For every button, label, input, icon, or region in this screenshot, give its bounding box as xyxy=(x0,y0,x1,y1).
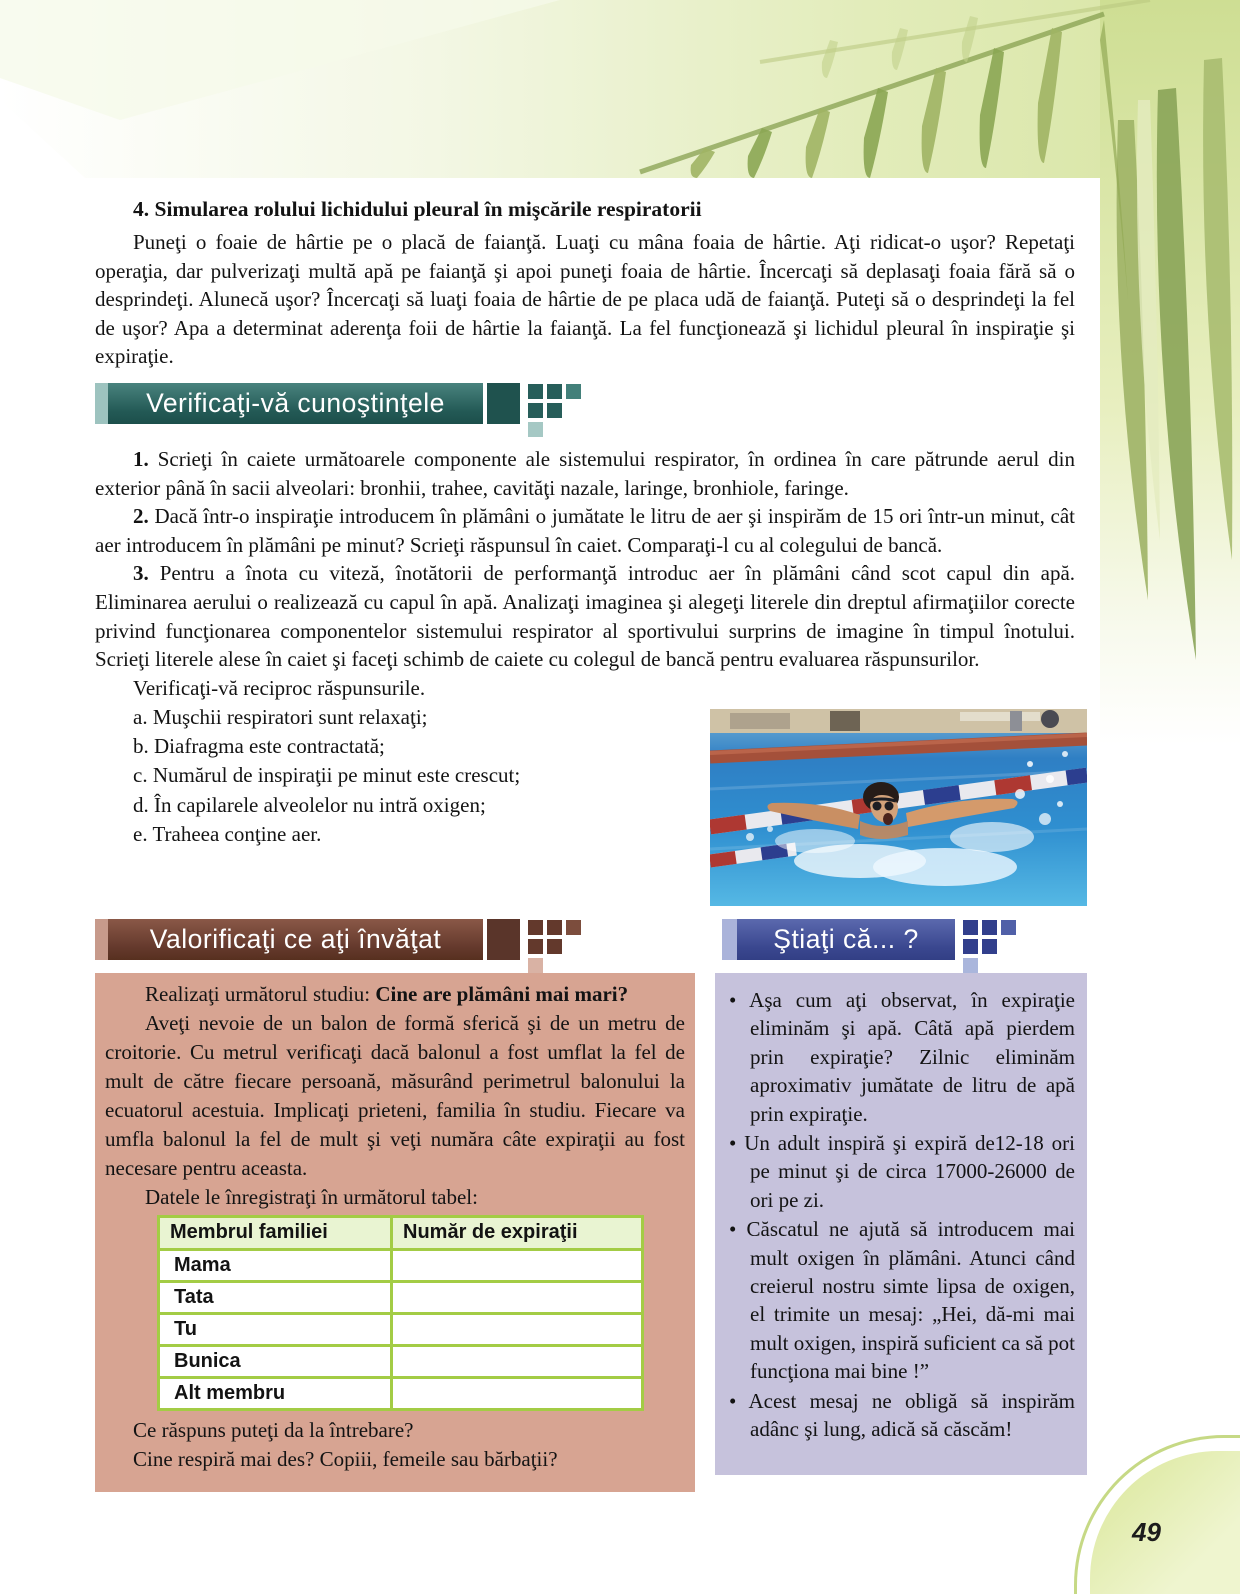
swimmer-photo xyxy=(710,709,1087,906)
table-header-row xyxy=(159,1217,643,1250)
study-intro: Realizaţi următorul studiu: Cine are plămâni mai mari? xyxy=(145,982,629,1006)
empty-cell xyxy=(392,1250,643,1282)
family-table xyxy=(157,1215,644,1411)
pixel-squares-decoration xyxy=(528,384,543,399)
table-row: Mama xyxy=(159,1250,643,1282)
experiment-paragraph: Puneţi o foaie de hârtie pe o placă de faianţă. Luaţi cu mâna foaia de hârtie. Aţi ridicat-o uşor? Repetaţi operaţia, dar pulverizaţi multă apă pe faianţă şi apoi puneţi foaia de hârtie. Încercaţi să deplasaţi foaia fără să o desprindeţi. Alunecă uşor? Încercaţi să luaţi foaia de hârtie de pe placa udă de faianţă. Puteţi să o desprindeţi la fel de uşor? Apa a determinat aderenţa foii de hârtie la faianţă. La fel funcţionează şi lichidul pleural în inspiraţie şi expiraţie. xyxy=(95,230,1075,369)
exercise-number: 1. xyxy=(133,446,149,471)
study-question-1: Ce răspuns puteţi da la întrebare? xyxy=(133,1418,414,1442)
study-box xyxy=(95,973,695,1492)
exercises-section xyxy=(95,445,1075,674)
exercise-number: 3. xyxy=(133,561,149,586)
table-header-member: Membrul familiei xyxy=(159,1217,392,1250)
bullet-item: • Un adult inspiră şi expiră de12-18 ori pe minut şi de circa 17000-26000 de ori pe zi. xyxy=(729,1129,1075,1214)
table-row: Tata xyxy=(159,1282,643,1314)
pixel-squares-decoration xyxy=(528,920,543,935)
banner-label-didyouknow: Ştiaţi că... ? xyxy=(773,924,919,954)
bullet-item: • Aşa cum aţi observat, în expiraţie eliminăm şi apă. Câtă apă pierdem prin expiraţie? Zilnic eliminăm aproximativ jumătate de litru de apă prin expiraţie. xyxy=(729,986,1075,1128)
page-number: 49 xyxy=(1132,1517,1161,1547)
banner-label-verify: Verificaţi-vă cunoştinţele xyxy=(146,387,445,418)
exercise-number: 2. xyxy=(133,504,149,529)
bullet-item: • Acest mesaj ne obligă să inspirăm adânc şi lung, adică să căscăm! xyxy=(729,1387,1075,1444)
swimmer-photo-art xyxy=(710,709,1087,906)
study-question-bold: Cine are plămâni mai mari? xyxy=(375,982,629,1006)
option-e: e. Traheea conţine aer. xyxy=(133,821,322,846)
study-body: Aveţi nevoie de un balon de formă sferică şi de un metru de croitorie. Cu metrul verificaţi dacă balonul a fost umflat la fel de mult de către fiecare persoană, măsurând perimetrul balonului la ecuatorul acestuia. Implicaţi prieteni, familia în studiu. Fiecare va umfla balonul la fel de mult şi veţi număra câte expiraţii au fost necesare pentru aceasta. xyxy=(105,1011,685,1180)
exercise-item-3: 3. Pentru a înota cu viteză, înotătorii de performanţă introduc aer în plămâni când scot capul din apă. Eliminarea aerului o realizează cu capul în apă. Analizaţi imaginea şi alegeţi literele din dreptul afirmaţiilor corecte privind funcţionarea componentelor sistemului respirator al sportivului surprins de imagine în timpul înotului. Scrieţi literele alese în caiet şi faceţi schimb de caiete cu colegul de bancă pentru evaluarea răspunsurilor. xyxy=(95,561,1076,672)
empty-cell xyxy=(392,1314,643,1346)
did-you-know-list xyxy=(729,986,1075,1444)
banner-accent xyxy=(722,919,737,960)
banner-cap xyxy=(487,919,520,960)
banner-label-apply: Valorificaţi ce aţi învăţat xyxy=(149,924,442,954)
table-header-count: Număr de expiraţii xyxy=(392,1217,643,1250)
option-b: b. Diafragma este contractată; xyxy=(133,734,385,759)
section-banner-verify xyxy=(95,383,1075,430)
exercise-item-2: 2. Dacă într-o inspiraţie introducem în plămâni o jumătate le litru de aer şi inspirăm de 15 ori într-un minut, cât aer introducem în plămâni pe minut? Scrieţi răspunsul în caiet. Comparaţi-l cu al colegului de bancă. xyxy=(95,504,1075,557)
table-row: Alt membru xyxy=(159,1378,643,1410)
table-row: Tu xyxy=(159,1314,643,1346)
option-d: d. În capilarele alveolelor nu intră oxigen; xyxy=(133,792,486,817)
option-a: a. Muşchii respiratori sunt relaxaţi; xyxy=(133,704,428,729)
options-intro: Verificaţi-vă reciproc răspunsurile. xyxy=(133,675,426,700)
empty-cell xyxy=(392,1378,643,1410)
intro-section xyxy=(95,197,1075,371)
pixel-squares-decoration xyxy=(963,920,978,935)
banner-accent xyxy=(95,919,108,960)
exercise-item-1: 1. Scrieţi în caiete următoarele componente ale sistemului respirator, în ordinea în care pătrunde aerul din exterior până în sacii alveolari: bronhii, trahee, cavităţi nazale, laringe, bronhiole, faringe. xyxy=(95,446,1076,500)
study-question-2: Cine respiră mai des? Copiii, femeile sau bărbaţii? xyxy=(133,1447,558,1471)
empty-cell xyxy=(392,1282,643,1314)
option-c: c. Numărul de inspiraţii pe minut este crescut; xyxy=(133,763,521,788)
empty-cell xyxy=(392,1346,643,1378)
section-banner-apply xyxy=(95,919,543,966)
table-lead: Datele le înregistraţi în următorul tabel: xyxy=(145,1185,478,1209)
did-you-know-box xyxy=(715,973,1087,1475)
options-list xyxy=(133,674,733,849)
banner-cap xyxy=(487,383,520,424)
section-banner-didyouknow xyxy=(722,919,978,966)
banner-accent xyxy=(95,383,108,424)
experiment-title: 4. Simularea rolului lichidului pleural în mişcările respiratorii xyxy=(133,197,702,221)
table-row: Bunica xyxy=(159,1346,643,1378)
bullet-item: • Căscatul ne ajută să introducem mai mult oxigen în plămâni. Atunci când creierul nostru simte lipsa de oxigen, el trimite un mesaj: „Hei, dă-mi mai mult oxigen, inspiră suficient ca să pot funcţiona mai bine !” xyxy=(729,1215,1075,1385)
page-corner-decoration xyxy=(1090,1451,1240,1594)
